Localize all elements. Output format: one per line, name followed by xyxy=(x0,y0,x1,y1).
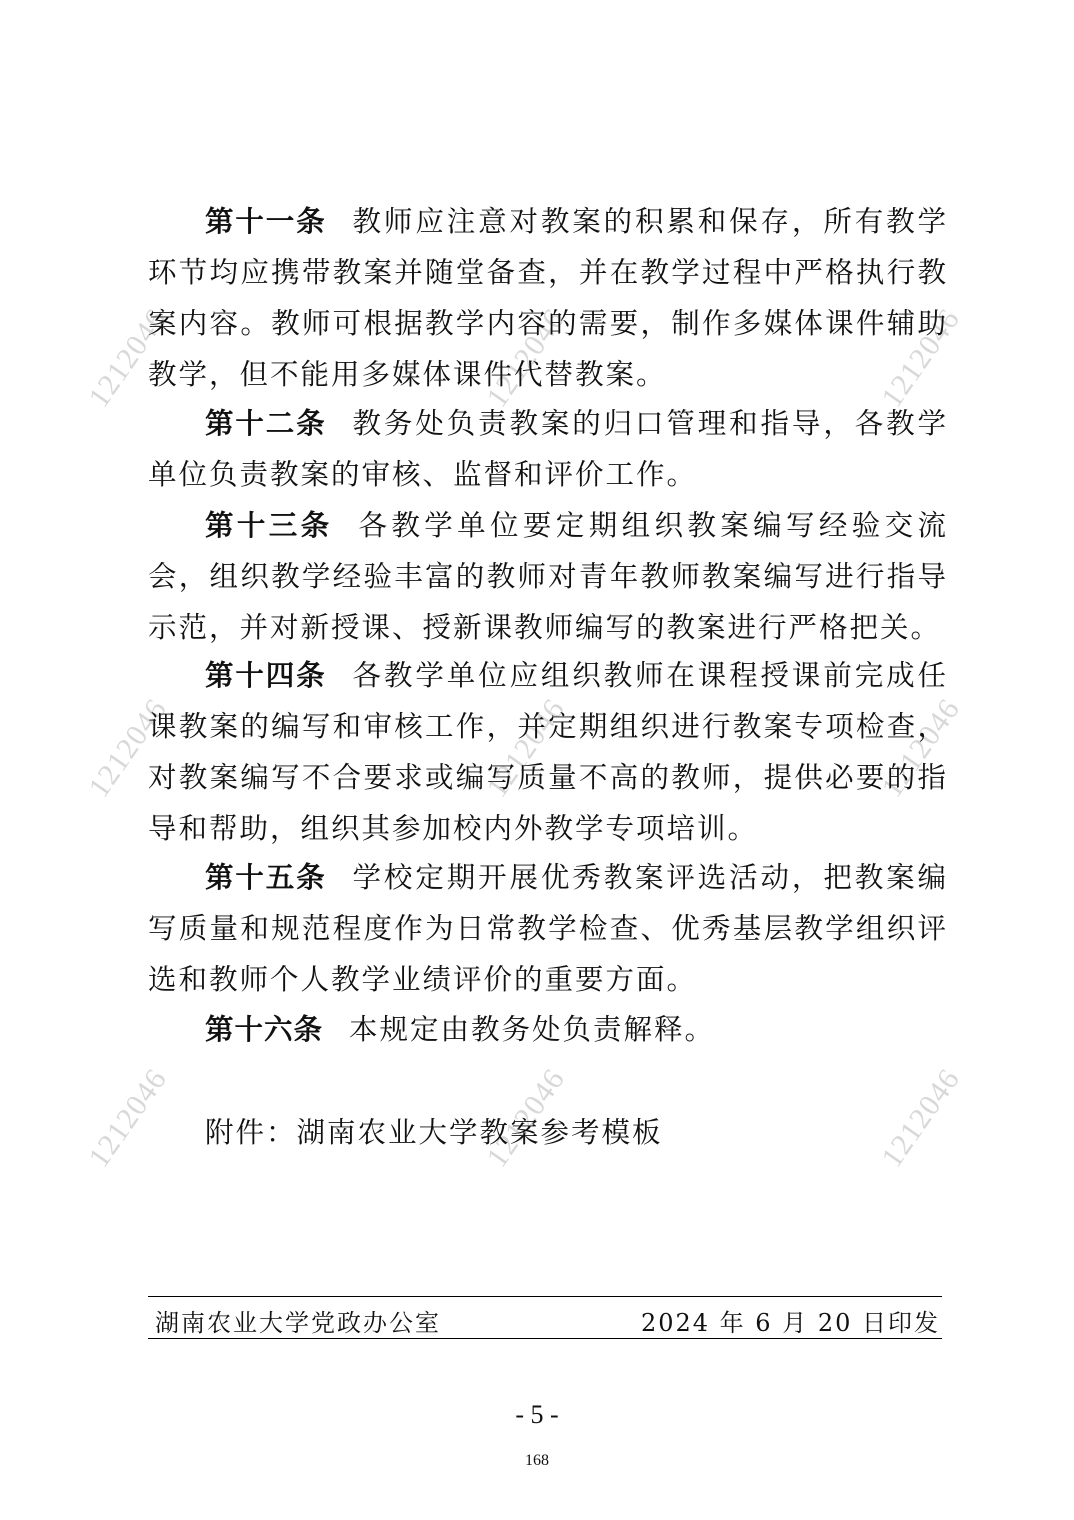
article-13 xyxy=(148,500,948,653)
watermark: 1212046 xyxy=(82,302,174,414)
watermark: 1212046 xyxy=(875,692,967,804)
article-14 xyxy=(148,650,948,854)
article-text: 教务处负责教案的归口管理和指导，各教学单位负责教案的审核、监督和评价工作。 xyxy=(148,407,948,491)
watermark: 1212046 xyxy=(480,302,572,414)
footer-top-rule xyxy=(148,1296,942,1297)
page-number: - 5 - xyxy=(515,1400,559,1429)
watermark: 1212046 xyxy=(480,1062,572,1174)
sequence-number: 168 xyxy=(525,1452,549,1469)
article-heading: 第十一条 xyxy=(205,205,327,238)
article-heading: 第十四条 xyxy=(205,659,327,692)
article-text: 教师应注意对教案的积累和保存，所有教学环节均应携带教案并随堂备查，并在教学过程中严格执行教案内容。教师可根据教学内容的需要，制作多媒体课件辅助教学，但不能用多媒体课件代替教案。 xyxy=(148,205,948,391)
article-text: 本规定由教务处负责解释。 xyxy=(349,1013,716,1046)
article-heading: 第十五条 xyxy=(205,861,327,894)
issuer: 湖南农业大学党政办公室 xyxy=(155,1309,441,1337)
article-heading: 第十二条 xyxy=(205,407,327,440)
article-11 xyxy=(148,196,948,400)
watermark: 1212046 xyxy=(875,302,967,414)
watermark: 1212046 xyxy=(82,692,174,804)
issue-date: 2024 年 6 月 20 日印发 xyxy=(640,1309,940,1337)
article-12 xyxy=(148,398,948,500)
footer-bottom-rule xyxy=(148,1338,942,1339)
watermark: 1212046 xyxy=(875,1062,967,1174)
article-heading: 第十三条 xyxy=(205,509,333,542)
attachment-note: 附件：湖南农业大学教案参考模板 xyxy=(205,1116,663,1149)
article-heading: 第十六条 xyxy=(205,1013,324,1046)
article-text: 学校定期开展优秀教案评选活动，把教案编写质量和规范程度作为日常教学检查、优秀基层教学组织评选和教师个人教学业绩评价的重要方面。 xyxy=(148,861,948,996)
watermark: 1212046 xyxy=(480,692,572,804)
article-text: 各教学单位应组织教师在课程授课前完成任课教案的编写和审核工作，并定期组织进行教案专项检查，对教案编写不合要求或编写质量不高的教师，提供必要的指导和帮助，组织其参加校内外教学专项培训。 xyxy=(148,659,948,845)
article-15 xyxy=(148,852,948,1005)
article-16 xyxy=(148,1004,948,1055)
article-text: 各教学单位要定期组织教案编写经验交流会，组织教学经验丰富的教师对青年教师教案编写进行指导示范，并对新授课、授新课教师编写的教案进行严格把关。 xyxy=(148,509,948,644)
watermark: 1212046 xyxy=(82,1062,174,1174)
